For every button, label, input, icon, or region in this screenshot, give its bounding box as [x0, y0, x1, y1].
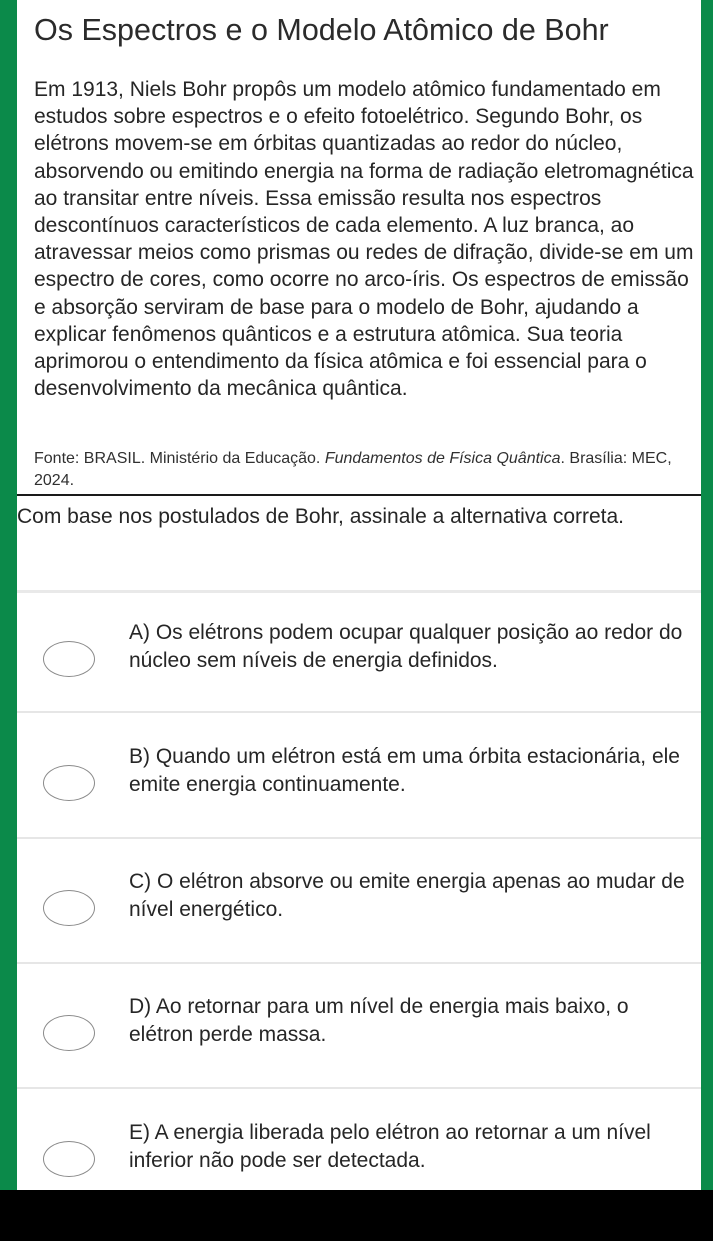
- option-e[interactable]: [17, 1119, 701, 1241]
- option-e-text: E) A energia liberada pelo elétron ao retornar a um nível inferior não pode ser detectada.: [129, 1121, 651, 1172]
- option-d-text: D) Ao retornar para um nível de energia mais baixo, o elétron perde massa.: [129, 995, 629, 1046]
- option-b[interactable]: [17, 743, 701, 865]
- radio-circle-icon[interactable]: [43, 765, 95, 801]
- radio-circle-icon[interactable]: [43, 890, 95, 926]
- source-suffix: . Brasília: MEC, 2024.: [34, 450, 672, 489]
- option-d[interactable]: [17, 993, 701, 1115]
- question-divider: [17, 590, 701, 593]
- option-a[interactable]: [17, 619, 701, 741]
- option-divider: [17, 711, 701, 713]
- radio-circle-icon[interactable]: [43, 641, 95, 677]
- source-title: Fundamentos de Física Quântica: [324, 450, 561, 467]
- source-citation: [34, 448, 699, 492]
- section-divider: [17, 494, 701, 496]
- option-c-text: C) O elétron absorve ou emite energia apenas ao mudar de nível energético.: [129, 870, 685, 921]
- source-prefix: Fonte: BRASIL. Ministério da Educação.: [34, 450, 325, 467]
- radio-circle-icon[interactable]: [43, 1141, 95, 1177]
- option-divider: [17, 1087, 701, 1089]
- radio-circle-icon[interactable]: [43, 1015, 95, 1051]
- option-divider: [17, 837, 701, 839]
- page-title: Os Espectros e o Modelo Atômico de Bohr: [34, 13, 609, 47]
- option-divider: [17, 962, 701, 964]
- question-prompt: Com base nos postulados de Bohr, assinale a alternativa correta.: [17, 505, 625, 528]
- option-b-text: B) Quando um elétron está em uma órbita estacionária, ele emite energia continuamente.: [129, 745, 680, 796]
- option-c[interactable]: [17, 868, 701, 990]
- option-a-text: A) Os elétrons podem ocupar qualquer posição ao redor do núcleo sem níveis de energia definidos.: [129, 621, 683, 672]
- article-paragraph: Em 1913, Niels Bohr propôs um modelo atômico fundamentado em estudos sobre espectros e o efeito fotoelétrico. Segundo Bohr, os elétrons movem-se em órbitas quantizadas ao redor do núcleo, absorvendo ou emitindo energia na forma de radiação eletromagnética ao transitar entre níveis. Essa emissão resulta nos espectros descontínuos característicos de cada elemento. A luz branca, ao atravessar meios como prismas ou redes de difração, divide-se em um espectro de cores, como ocorre no arco-íris. Os espectros de emissão e absorção serviram de base para o modelo de Bohr, ajudando a explicar fenômenos quânticos e a estrutura atômica. Sua teoria aprimorou o entendimento da física atômica e foi essencial para o desenvolvimento da mecânica quântica.: [34, 78, 694, 401]
